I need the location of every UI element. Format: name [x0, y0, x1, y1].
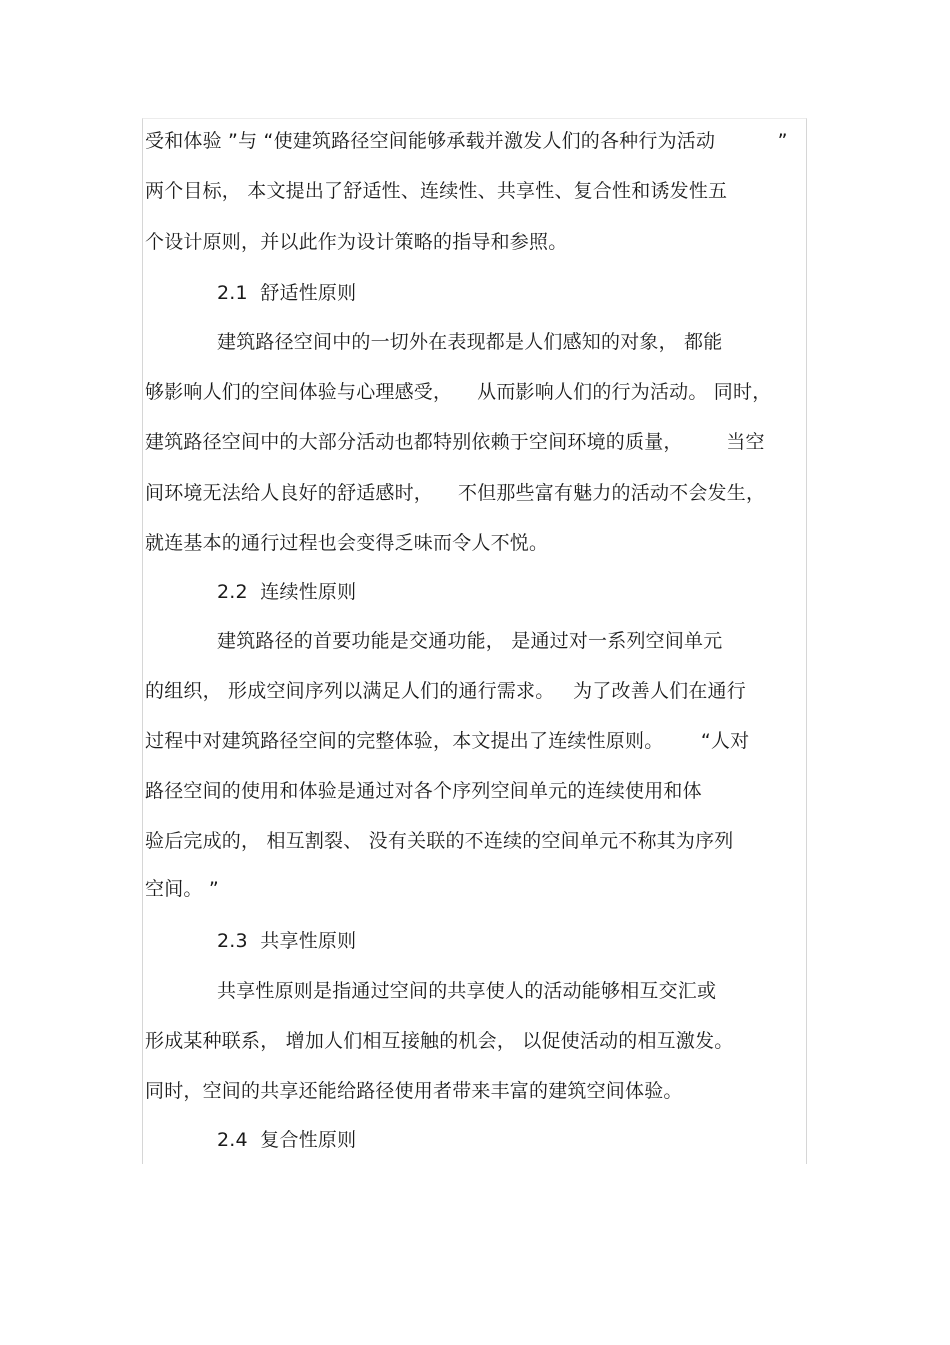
text-line-2: 两个目标， 本文提出了舒适性、连续性、共享性、复合性和诱发性五 — [145, 180, 728, 202]
section-heading-2-2: 2.2 连续性原则 — [217, 581, 357, 603]
text-line-7: 建筑路径空间中的大部分活动也都特别依赖于空间环境的质量， 当空 — [145, 431, 765, 453]
text-line-11: 建筑路径的首要功能是交通功能， 是通过对一系列空间单元 — [217, 630, 723, 652]
text-line-9: 就连基本的通行过程也会变得乏味而令人不悦。 — [145, 532, 549, 554]
text-line-8: 间环境无法给人良好的舒适感时， 不但那些富有魅力的活动不会发生， — [145, 482, 766, 504]
text-line-3: 个设计原则，并以此作为设计策略的指导和参照。 — [145, 231, 568, 253]
text-line-5: 建筑路径空间中的一切外在表现都是人们感知的对象， 都能 — [217, 331, 723, 353]
text-line-6: 够影响人们的空间体验与心理感受， 从而影响人们的行为活动。 同时， — [145, 381, 772, 403]
text-line-15: 验后完成的， 相互割裂、 没有关联的不连续的空间单元不称其为序列 — [145, 830, 734, 852]
section-heading-2-3: 2.3 共享性原则 — [217, 930, 357, 952]
text-line-14: 路径空间的使用和体验是通过对各个序列空间单元的连续使用和体 — [145, 780, 702, 802]
text-line-12: 的组织， 形成空间序列以满足人们的通行需求。 为了改善人们在通行 — [145, 680, 746, 702]
section-heading-2-4: 2.4 复合性原则 — [217, 1129, 357, 1151]
text-line-20: 同时，空间的共享还能给路径使用者带来丰富的建筑空间体验。 — [145, 1080, 683, 1102]
text-line-16: 空间。 ” — [145, 878, 219, 900]
text-line-1: 受和体验 ”与 “使建筑路径空间能够承载并激发人们的各种行为活动 ” — [145, 130, 788, 152]
section-heading-2-1: 2.1 舒适性原则 — [217, 282, 357, 304]
text-line-19: 形成某种联系， 增加人们相互接触的机会， 以促使活动的相互激发。 — [145, 1030, 734, 1052]
text-line-18: 共享性原则是指通过空间的共享使人的活动能够相互交汇或 — [217, 980, 717, 1002]
text-line-13: 过程中对建筑路径空间的完整体验，本文提出了连续性原则。 “人对 — [145, 730, 750, 752]
